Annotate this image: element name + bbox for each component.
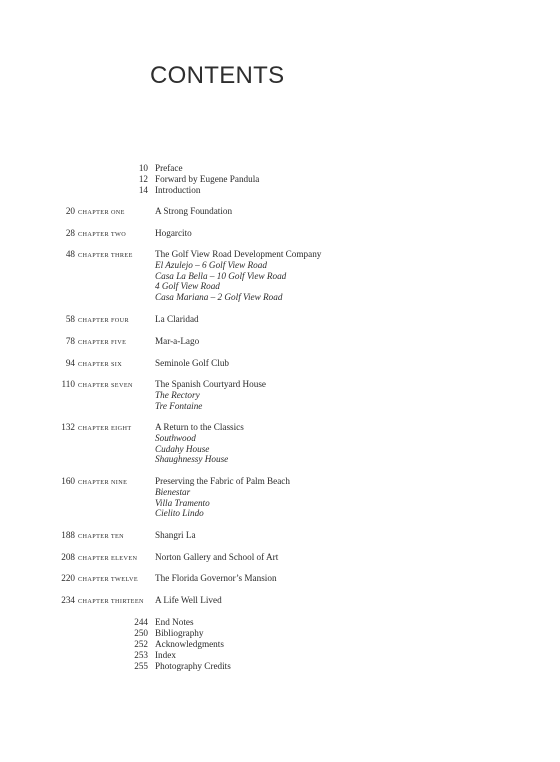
chapter-label: CHAPTER SEVEN xyxy=(78,381,133,389)
page-number: 188 xyxy=(61,530,75,540)
chapter-title: Mar-a-Lago xyxy=(155,336,200,346)
chapter-title: The Florida Governor’s Mansion xyxy=(155,573,277,583)
entry-title: Introduction xyxy=(155,185,201,195)
chapter-title: A Return to the Classics xyxy=(155,422,244,432)
page-number: 78 xyxy=(65,336,75,346)
chapter-label: CHAPTER TEN xyxy=(78,532,125,540)
entry-title: Acknowledgments xyxy=(155,639,224,649)
page-number: 28 xyxy=(65,228,75,238)
chapter-title: A Strong Foundation xyxy=(155,206,233,216)
page-number: 160 xyxy=(61,476,75,486)
page-number: 110 xyxy=(61,379,75,389)
chapter-label: CHAPTER NINE xyxy=(78,478,128,486)
chapter-label: CHAPTER ONE xyxy=(78,208,125,216)
entry-title: Forward by Eugene Pandula xyxy=(155,174,260,184)
sub-entry-title: Shaughnessy House xyxy=(155,454,229,465)
chapter-title: Shangri La xyxy=(155,530,196,540)
page-number: 255 xyxy=(134,661,148,671)
page-number: 234 xyxy=(61,595,75,605)
entry-title: Photography Credits xyxy=(155,661,231,671)
chapter-label: CHAPTER FOUR xyxy=(78,316,130,324)
page-number: 10 xyxy=(138,163,148,173)
entry-title: Bibliography xyxy=(155,628,204,638)
page-number: 132 xyxy=(61,422,75,432)
chapter-title: The Golf View Road Development Company xyxy=(155,249,322,259)
sub-entry-title: Tre Fontaine xyxy=(155,400,203,411)
page-number: 252 xyxy=(134,639,148,649)
chapter-label: CHAPTER EIGHT xyxy=(78,424,132,432)
chapter-label: CHAPTER TWELVE xyxy=(78,575,139,583)
page-number: 253 xyxy=(134,650,148,660)
chapter-title: Preserving the Fabric of Palm Beach xyxy=(155,476,290,486)
sub-entry-title: Casa Mariana – 2 Golf View Road xyxy=(155,292,283,303)
sub-entry-title: 4 Golf View Road xyxy=(155,281,220,292)
chapter-title: Hogarcito xyxy=(155,228,192,238)
page-number: 244 xyxy=(134,617,148,627)
entry-title: End Notes xyxy=(155,617,194,627)
page-number: 14 xyxy=(138,185,148,195)
page-number: 208 xyxy=(61,552,75,562)
sub-entry-title: Cudahy House xyxy=(155,443,210,454)
chapter-label: CHAPTER TWO xyxy=(78,230,127,238)
page-number: 20 xyxy=(65,206,75,216)
page-number: 250 xyxy=(134,628,148,638)
chapter-label: CHAPTER THREE xyxy=(78,251,133,259)
sub-entry-title: The Rectory xyxy=(155,389,200,400)
sub-entry-title: Bienestar xyxy=(155,486,191,497)
sub-entry-title: El Azulejo – 6 Golf View Road xyxy=(155,259,267,270)
page-number: 94 xyxy=(65,358,75,368)
chapter-label: CHAPTER FIVE xyxy=(78,338,127,346)
entry-title: Index xyxy=(155,650,176,660)
sub-entry-title: Southwood xyxy=(155,432,196,443)
chapter-title: The Spanish Courtyard House xyxy=(155,379,266,389)
chapter-label: CHAPTER THIRTEEN xyxy=(78,597,144,605)
chapter-title: La Claridad xyxy=(155,314,199,324)
entry-title: Preface xyxy=(155,163,183,173)
chapter-title: A Life Well Lived xyxy=(155,595,222,605)
page-number: 48 xyxy=(65,249,75,259)
sub-entry-title: Casa La Bella – 10 Golf View Road xyxy=(155,270,287,281)
page-title: CONTENTS xyxy=(150,62,285,89)
page-number: 58 xyxy=(65,314,75,324)
chapter-label: CHAPTER ELEVEN xyxy=(78,554,138,562)
sub-entry-title: Villa Tramento xyxy=(155,497,210,508)
page-number: 220 xyxy=(61,573,75,583)
chapter-title: Seminole Golf Club xyxy=(155,358,230,368)
chapter-label: CHAPTER SIX xyxy=(78,360,123,368)
page-number: 12 xyxy=(138,174,148,184)
chapter-title: Norton Gallery and School of Art xyxy=(155,552,279,562)
sub-entry-title: Cielito Lindo xyxy=(155,508,204,519)
